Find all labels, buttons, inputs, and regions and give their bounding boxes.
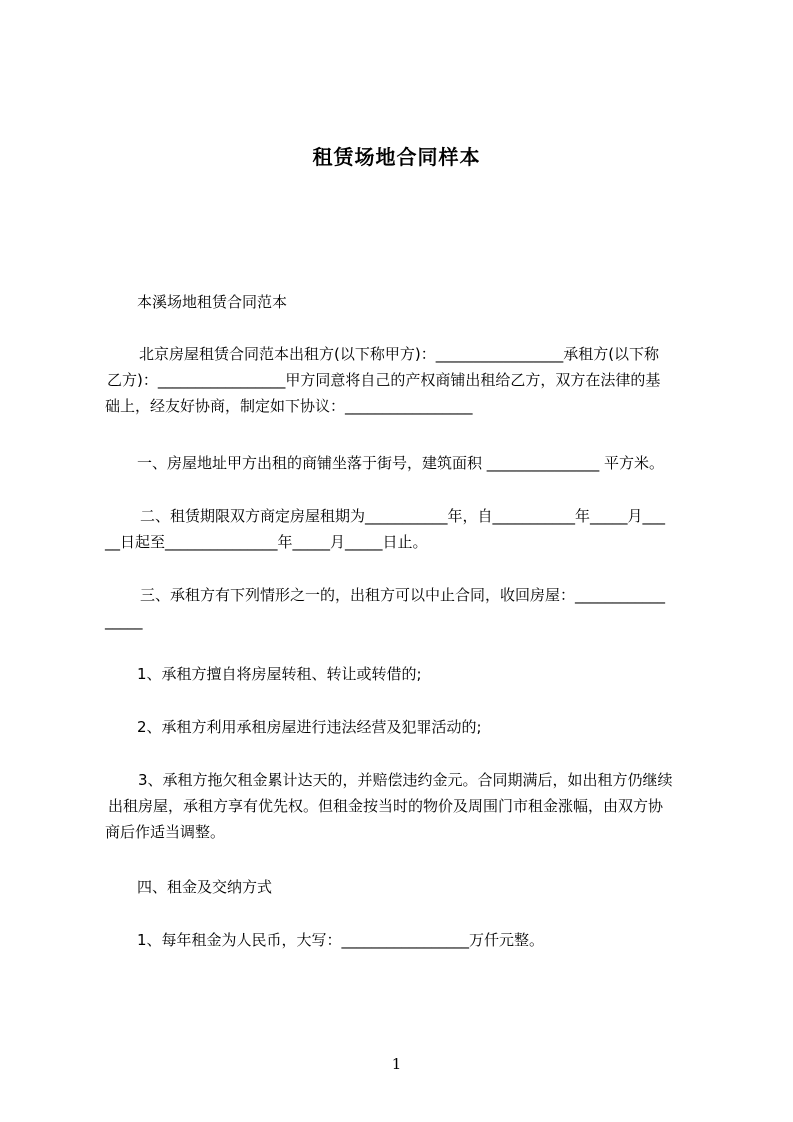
- clause-2-line-1: 二、租赁期限双方商定房屋租期为___________年，自___________年_____月___: [140, 507, 666, 525]
- intro-line-3: 础上，经友好协商，制定如下协议：_________________: [105, 397, 473, 415]
- intro-line-2: 乙方)：_________________甲方同意将自己的产权商铺出租给乙方，双方在法律的基: [107, 371, 661, 389]
- clause-4: 四、租金及交纳方式: [137, 878, 273, 896]
- clause-3-line-1: 三、承租方有下列情形之一的，出租方可以中止合同，收回房屋：____________: [140, 586, 666, 604]
- clause-3-line-2: _____: [105, 612, 143, 630]
- rent-amount: 1、每年租金为人民币，大写：_________________万仟元整。: [137, 931, 545, 949]
- clause-3: [105, 582, 705, 634]
- item-3-line-3: 商后作适当调整。: [105, 823, 226, 841]
- item-3-line-2: 出租房屋，承租方享有优先权。但租金按当时的物价及周围门市租金涨幅，由双方协: [108, 797, 664, 815]
- clause-1: 一、房屋地址甲方出租的商铺坐落于街号，建筑面积 _______________ 平方米。: [137, 454, 665, 472]
- intro-paragraph: [105, 341, 705, 419]
- item-2: 2、承租方利用承租房屋进行违法经营及犯罪活动的;: [137, 718, 482, 736]
- item-3-line-1: 3、承租方拖欠租金累计达天的，并赔偿违约金元。合同期满后，如出租方仍继续: [138, 771, 673, 789]
- document-subtitle: 本溪场地租赁合同范本: [137, 293, 288, 311]
- clause-2: [105, 503, 705, 555]
- item-3: [105, 767, 705, 845]
- document-title: 租赁场地合同样本: [312, 145, 481, 169]
- page-number: 1: [391, 1055, 402, 1073]
- item-1: 1、承租方擅自将房屋转租、转让或转借的;: [137, 665, 422, 683]
- intro-line-1: 北京房屋租赁合同范本出租方(以下称甲方)：_________________承租方(以下称: [139, 345, 660, 363]
- clause-2-line-2: __日起至_______________年_____月_____日止。: [105, 533, 428, 551]
